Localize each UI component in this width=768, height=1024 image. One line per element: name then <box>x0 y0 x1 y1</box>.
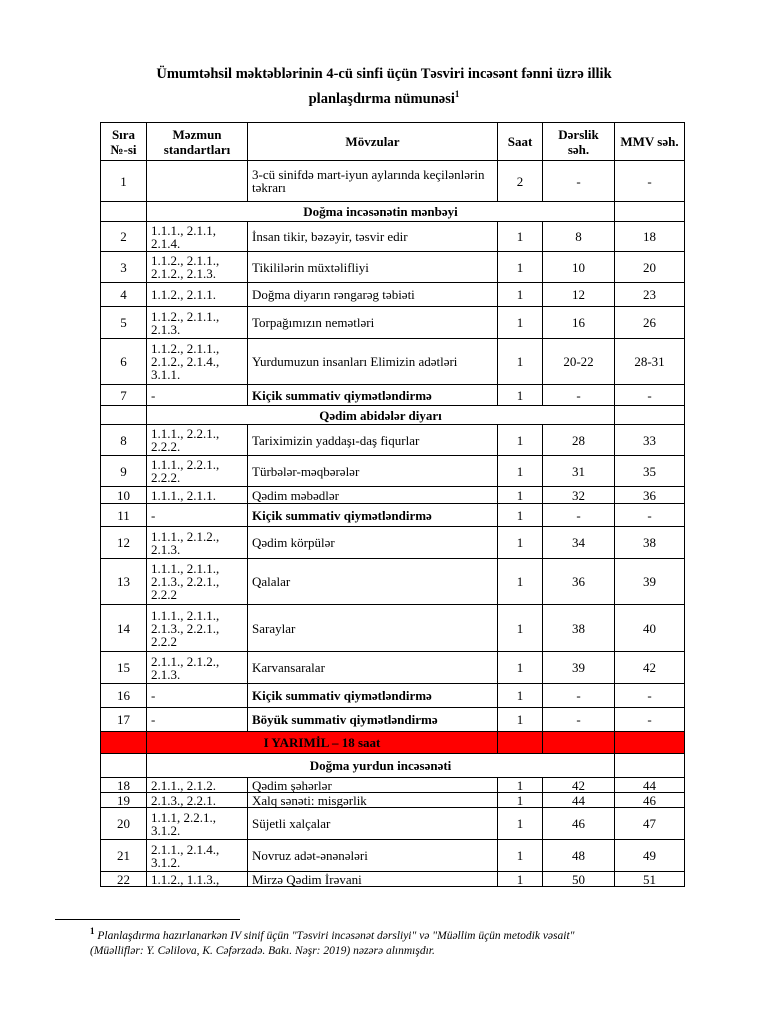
row-textbook-page: 39 <box>543 652 615 684</box>
row-hours: 1 <box>498 684 543 708</box>
table-header-row <box>101 123 685 161</box>
title-line-1: Ümumtəhsil məktəblərinin 4-cü sinfi üçün Təsviri incəsənt fənni üzrə illik <box>156 66 612 82</box>
row-number: 4 <box>101 283 147 307</box>
row-standards: 1.1.1., 2.2.1., 2.2.2. <box>147 456 248 487</box>
row-textbook-page: 20-22 <box>543 339 615 385</box>
row-textbook-page: 28 <box>543 425 615 456</box>
row-hours: 1 <box>498 425 543 456</box>
row-textbook-page: 16 <box>543 307 615 339</box>
semester-empty-cell <box>101 732 147 754</box>
row-textbook-page: 50 <box>543 872 615 887</box>
row-standards: 1.1.1., 2.2.1., 2.2.2. <box>147 425 248 456</box>
row-number: 8 <box>101 425 147 456</box>
row-textbook-page: 46 <box>543 808 615 840</box>
row-standards: 1.1.2., 2.1.1. <box>147 283 248 307</box>
row-textbook-page: 8 <box>543 222 615 252</box>
row-textbook-page: 42 <box>543 778 615 793</box>
table-row <box>101 652 685 684</box>
table-row <box>101 808 685 840</box>
row-topic: Qədim məbədlər <box>248 487 498 504</box>
row-number: 7 <box>101 385 147 406</box>
row-topic: Karvansaralar <box>248 652 498 684</box>
row-topic: Tikililərin müxtəlifliyi <box>248 252 498 283</box>
row-topic: Novruz adət-ənənələri <box>248 840 498 872</box>
row-hours: 1 <box>498 808 543 840</box>
semester-row <box>101 732 685 754</box>
table-row <box>101 527 685 559</box>
row-topic: Xalq sənəti: misgərlik <box>248 793 498 808</box>
row-mmv-page: 46 <box>615 793 685 808</box>
table-row <box>101 504 685 527</box>
title-line-2 <box>0 84 768 109</box>
footnote <box>90 924 690 959</box>
row-mmv-page: 18 <box>615 222 685 252</box>
row-standards: - <box>147 708 248 732</box>
table-body <box>101 161 685 887</box>
row-hours: 1 <box>498 252 543 283</box>
table-row <box>101 872 685 887</box>
row-mmv-page: 26 <box>615 307 685 339</box>
table-row <box>101 283 685 307</box>
row-mmv-page: 38 <box>615 527 685 559</box>
row-mmv-page: - <box>615 504 685 527</box>
row-mmv-page: 36 <box>615 487 685 504</box>
row-textbook-page: - <box>543 504 615 527</box>
row-standards: 1.1.1., 2.1.1. <box>147 487 248 504</box>
row-standards: 1.1.1., 2.1.1, 2.1.4. <box>147 222 248 252</box>
table-row <box>101 793 685 808</box>
section-title: Qədim abidələr diyarı <box>147 406 615 425</box>
row-mmv-page: 23 <box>615 283 685 307</box>
row-mmv-page: 35 <box>615 456 685 487</box>
header-no: Sıra №-si <box>101 123 147 161</box>
row-number: 13 <box>101 559 147 605</box>
semester-empty-cell <box>615 732 685 754</box>
row-mmv-page: 49 <box>615 840 685 872</box>
row-topic: Qədim şəhərlər <box>248 778 498 793</box>
table-row <box>101 385 685 406</box>
row-textbook-page: - <box>543 161 615 202</box>
row-hours: 1 <box>498 283 543 307</box>
row-standards: 2.1.1., 2.1.2., 2.1.3. <box>147 652 248 684</box>
header-textbook-page: Dərslik səh. <box>543 123 615 161</box>
table-row <box>101 161 685 202</box>
row-standards: 1.1.1., 2.1.2., 2.1.3. <box>147 527 248 559</box>
row-topic: Yurdumuzun insanları Elimizin adətləri <box>248 339 498 385</box>
row-number: 16 <box>101 684 147 708</box>
row-number: 20 <box>101 808 147 840</box>
row-topic: Qədim körpülər <box>248 527 498 559</box>
document-title <box>0 64 768 109</box>
row-mmv-page: - <box>615 161 685 202</box>
row-textbook-page: 44 <box>543 793 615 808</box>
table-row <box>101 307 685 339</box>
row-textbook-page: - <box>543 708 615 732</box>
semester-title: I YARIMİL – 18 saat <box>147 732 498 754</box>
footnote-text-1: Planlaşdırma hazırlanarkən IV sinif üçün "Təsviri incəsənət dərsliyi" və "Müəllim üçün metodik vəsait" <box>97 929 575 942</box>
row-standards: 2.1.1., 2.1.2. <box>147 778 248 793</box>
section-empty-cell <box>615 202 685 222</box>
row-standards: 2.1.1., 2.1.4., 3.1.2. <box>147 840 248 872</box>
row-topic: İnsan tikir, bəzəyir, təsvir edir <box>248 222 498 252</box>
row-number: 17 <box>101 708 147 732</box>
row-number: 9 <box>101 456 147 487</box>
row-number: 6 <box>101 339 147 385</box>
row-textbook-page: - <box>543 684 615 708</box>
semester-empty-cell <box>498 732 543 754</box>
row-number: 3 <box>101 252 147 283</box>
row-mmv-page: - <box>615 684 685 708</box>
row-standards: 1.1.2., 2.1.1., 2.1.2., 2.1.4., 3.1.1. <box>147 339 248 385</box>
section-title: Doğma incəsənətin mənbəyi <box>147 202 615 222</box>
row-hours: 1 <box>498 872 543 887</box>
section-row <box>101 754 685 778</box>
row-topic: Süjetli xalçalar <box>248 808 498 840</box>
row-standards: - <box>147 504 248 527</box>
table-row <box>101 456 685 487</box>
header-topics: Mövzular <box>248 123 498 161</box>
row-hours: 1 <box>498 778 543 793</box>
row-mmv-page: 20 <box>615 252 685 283</box>
row-textbook-page: 32 <box>543 487 615 504</box>
table-row <box>101 425 685 456</box>
table-row <box>101 708 685 732</box>
row-hours: 1 <box>498 652 543 684</box>
row-hours: 1 <box>498 708 543 732</box>
section-title: Doğma yurdun incəsənəti <box>147 754 615 778</box>
section-empty-cell <box>615 754 685 778</box>
row-standards: 1.1.2., 2.1.1., 2.1.2., 2.1.3. <box>147 252 248 283</box>
row-hours: 1 <box>498 222 543 252</box>
row-number: 5 <box>101 307 147 339</box>
table-row <box>101 684 685 708</box>
row-number: 14 <box>101 605 147 652</box>
row-standards: 2.1.3., 2.2.1. <box>147 793 248 808</box>
footnote-line-1 <box>90 924 690 944</box>
row-topic: Kiçik summativ qiymətləndirmə <box>248 504 498 527</box>
row-topic: Qalalar <box>248 559 498 605</box>
row-topic: Doğma diyarın rəngarəg təbiəti <box>248 283 498 307</box>
row-mmv-page: 42 <box>615 652 685 684</box>
section-empty-cell <box>101 202 147 222</box>
row-number: 22 <box>101 872 147 887</box>
row-mmv-page: 51 <box>615 872 685 887</box>
table-row <box>101 487 685 504</box>
row-number: 21 <box>101 840 147 872</box>
row-standards: 1.1.2., 2.1.1., 2.1.3. <box>147 307 248 339</box>
row-hours: 1 <box>498 307 543 339</box>
footnote-ref: 1 <box>454 89 460 99</box>
row-textbook-page: 10 <box>543 252 615 283</box>
table-row <box>101 559 685 605</box>
row-mmv-page: - <box>615 708 685 732</box>
section-row <box>101 406 685 425</box>
row-mmv-page: - <box>615 385 685 406</box>
row-hours: 1 <box>498 385 543 406</box>
row-number: 1 <box>101 161 147 202</box>
row-textbook-page: 31 <box>543 456 615 487</box>
table-row <box>101 840 685 872</box>
row-number: 11 <box>101 504 147 527</box>
semester-empty-cell <box>543 732 615 754</box>
row-hours: 1 <box>498 504 543 527</box>
row-standards: - <box>147 385 248 406</box>
row-topic: Kiçik summativ qiymətləndirmə <box>248 684 498 708</box>
row-mmv-page: 47 <box>615 808 685 840</box>
header-mmv-page: MMV səh. <box>615 123 685 161</box>
row-number: 18 <box>101 778 147 793</box>
row-topic: 3-cü sinifdə mart-iyun aylarında keçilənlərin təkrarı <box>248 161 498 202</box>
table-row <box>101 252 685 283</box>
row-mmv-page: 39 <box>615 559 685 605</box>
footnote-mark: 1 <box>90 926 95 936</box>
title-line-2-text: planlaşdırma nümunəsi <box>308 90 455 107</box>
row-mmv-page: 28-31 <box>615 339 685 385</box>
row-number: 10 <box>101 487 147 504</box>
row-topic: Türbələr-məqbərələr <box>248 456 498 487</box>
row-textbook-page: 12 <box>543 283 615 307</box>
row-textbook-page: 34 <box>543 527 615 559</box>
row-standards: 1.1.1., 2.1.1., 2.1.3., 2.2.1., 2.2.2 <box>147 559 248 605</box>
row-hours: 1 <box>498 559 543 605</box>
footnote-divider <box>55 919 240 920</box>
footnote-line-2: (Müəlliflər: Y. Cəlilova, K. Cəfərzadə. Bakı. Nəşr: 2019) nəzərə alınmışdır. <box>90 944 435 957</box>
row-mmv-page: 44 <box>615 778 685 793</box>
row-standards <box>147 161 248 202</box>
row-standards: - <box>147 684 248 708</box>
row-topic: Torpağımızın nemətləri <box>248 307 498 339</box>
row-textbook-page: 36 <box>543 559 615 605</box>
header-standards: Məzmun standartları <box>147 123 248 161</box>
table-row <box>101 605 685 652</box>
row-standards: 1.1.2., 1.1.3., <box>147 872 248 887</box>
row-hours: 1 <box>498 487 543 504</box>
section-empty-cell <box>101 406 147 425</box>
table-row <box>101 778 685 793</box>
plan-table <box>100 122 685 887</box>
table-row <box>101 339 685 385</box>
section-empty-cell <box>101 754 147 778</box>
row-topic: Tariximizin yaddaşı-daş fiqurlar <box>248 425 498 456</box>
row-number: 12 <box>101 527 147 559</box>
row-hours: 1 <box>498 456 543 487</box>
row-hours: 2 <box>498 161 543 202</box>
section-row <box>101 202 685 222</box>
header-hours: Saat <box>498 123 543 161</box>
row-standards: 1.1.1, 2.2.1., 3.1.2. <box>147 808 248 840</box>
section-empty-cell <box>615 406 685 425</box>
row-topic: Saraylar <box>248 605 498 652</box>
row-topic: Kiçik summativ qiymətləndirmə <box>248 385 498 406</box>
row-hours: 1 <box>498 840 543 872</box>
row-hours: 1 <box>498 793 543 808</box>
row-hours: 1 <box>498 605 543 652</box>
row-hours: 1 <box>498 339 543 385</box>
row-number: 15 <box>101 652 147 684</box>
row-topic: Mirzə Qədim İrəvani <box>248 872 498 887</box>
row-number: 19 <box>101 793 147 808</box>
row-hours: 1 <box>498 527 543 559</box>
row-standards: 1.1.1., 2.1.1., 2.1.3., 2.2.1., 2.2.2 <box>147 605 248 652</box>
row-mmv-page: 33 <box>615 425 685 456</box>
row-mmv-page: 40 <box>615 605 685 652</box>
row-topic: Böyük summativ qiymətləndirmə <box>248 708 498 732</box>
row-textbook-page: 38 <box>543 605 615 652</box>
row-number: 2 <box>101 222 147 252</box>
row-textbook-page: 48 <box>543 840 615 872</box>
row-textbook-page: - <box>543 385 615 406</box>
table-row <box>101 222 685 252</box>
